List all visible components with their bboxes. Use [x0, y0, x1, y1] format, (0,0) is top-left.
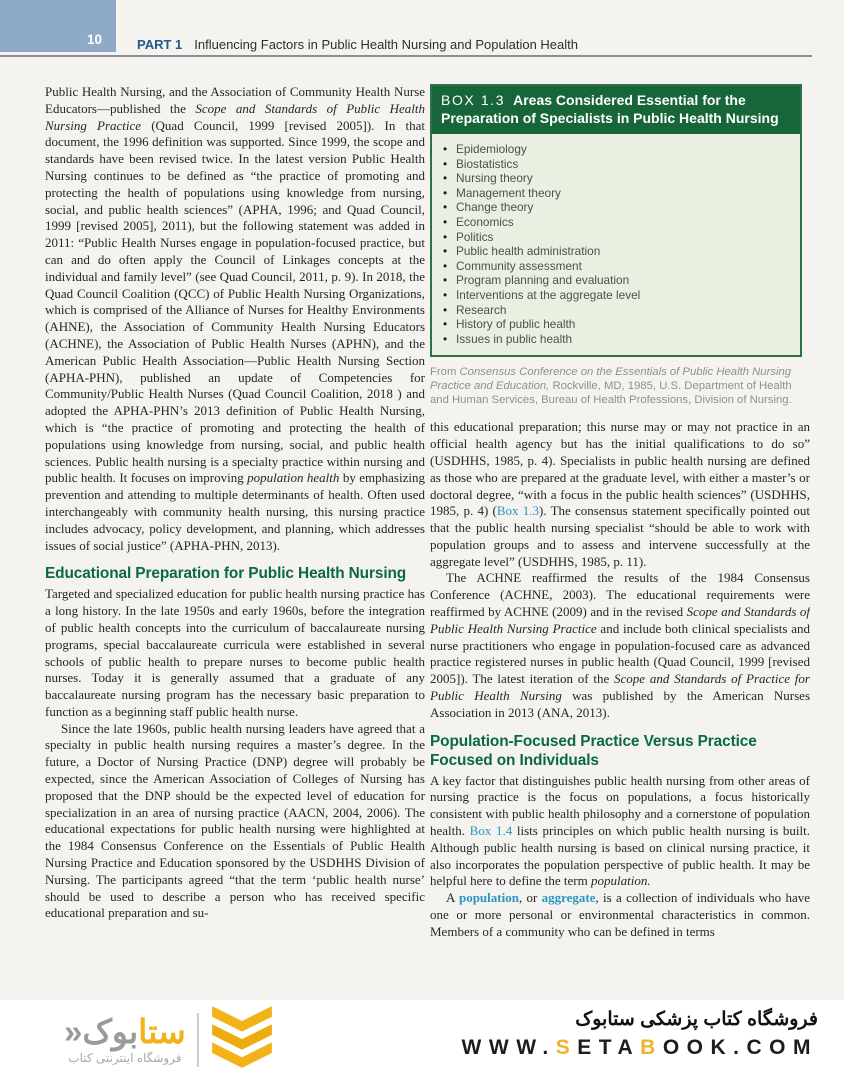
- text-segment: S: [555, 1036, 578, 1059]
- watermark-footer: [0, 1000, 844, 1080]
- logo-subtitle: فروشگاه اینترنتی کتاب: [68, 1051, 182, 1065]
- box-1-3: [430, 84, 802, 357]
- paragraph: [430, 570, 810, 721]
- text-segment: and include both clinical specialists and nurse practitioners who engage in population-focused care as advanced practice registered nurses in public health (Quad Council, 1999 [revised 2005]). The latest iteration of the: [430, 620, 810, 687]
- box-list-item: • Nursing theory: [456, 171, 792, 186]
- text-segment: , or: [518, 890, 542, 906]
- text-segment: population health: [247, 470, 340, 486]
- cross-reference-link[interactable]: aggregate: [541, 890, 596, 906]
- text-segment: B: [640, 1036, 663, 1059]
- header-rule: [0, 55, 812, 57]
- paragraph: [430, 773, 810, 891]
- text-segment: Scope and Standards of Practice for Public Health Nursing: [430, 671, 810, 704]
- page-number: 10: [86, 32, 102, 47]
- text-segment: this educational preparation; this nurse may or may not practice in an official health agency but has the initial qualifications to do so” (USDHHS, 1985, p. 4). Specialists in public health nursing are defined as those who are prepared at the graduate level, with either a master’s or doctoral degree, “with a focus in the public health sciences” (USDHHS, 1985, p. 4) (: [430, 419, 810, 519]
- text-segment: , is a collection of individuals who have one or more personal or environmental characteristics in common. Members of a community who can be defined in terms: [430, 890, 810, 939]
- box-title: Areas Considered Essential for the Preparation of Specialists in Public Health Nursing: [441, 92, 779, 126]
- text-segment: population.: [591, 873, 651, 889]
- text-segment: A: [446, 890, 459, 906]
- text-segment: Scope and Standards of Public Health Nursing Practice: [45, 100, 425, 133]
- box-header: [432, 86, 800, 134]
- text-segment: Rockville, MD, 1985, U.S. Department of Health and Human Services, Bureau of Health Professions, Division of Nursing.: [430, 380, 792, 407]
- right-column: [430, 84, 810, 1000]
- text-segment: Consensus Conference on the Essentials of Public Health Nursing Practice and Education,: [430, 366, 792, 393]
- text-segment: A key factor that distinguishes public health nursing from other areas of nursing practice is the focus on populations, a focus historically consistent with public health philosophy and a cornerstone of population health.: [430, 772, 810, 839]
- cross-reference-link[interactable]: Box 1.3: [496, 503, 539, 519]
- text-segment: The ACHNE reaffirmed the results of the 1984 Consensus Conference (ACHNE, 2003). The educational requirements were reaffirmed by ACHNE (2009) and in the revised: [430, 570, 810, 620]
- box-list-item: • Politics: [456, 230, 792, 245]
- logo-wordmark-block: [64, 1014, 186, 1065]
- text-segment: Scope and Standards of Public Health Nursing Practice: [430, 604, 810, 636]
- paragraph: [45, 84, 425, 554]
- box-list-item: • Public health administration: [456, 244, 792, 259]
- text-segment: ETA: [577, 1036, 641, 1059]
- box-list-item: • Community assessment: [456, 259, 792, 274]
- box-source-caption: [430, 365, 802, 407]
- logo-divider: [197, 1013, 199, 1067]
- footer-right-block: [462, 1007, 818, 1060]
- wordmark-guillemet: «: [64, 1013, 83, 1050]
- box-list-item: • Economics: [456, 215, 792, 230]
- paragraph: Targeted and specialized education for public health nursing practice has a long history. In the late 1950s and early 1960s, before the integration of public health concepts into the curriculum of baccalaureate nursing programs, special baccalaureate curricula were established in several schools of public health to prepare nurses to become public health nurses. Today it is generally assumed that a graduate of any baccalaureate nursing program has the necessary basic preparation to function as a beginning staff public health nurse.: [45, 586, 425, 719]
- wordmark-part-gray: بوک: [82, 1013, 139, 1050]
- paragraph: Since the late 1960s, public health nursing leaders have agreed that a specialty in public health nursing requires a master’s degree. In the future, a Doctor of Nursing Practice (DNP) degree will probably be expected, since the American Association of Colleges of Nursing has proposed that the DNP should be the expected level of education for specialization in an area of nursing practice (AACN, 2004, 2006). The educational expectations for public health nursing were highlighted at the 1984 Consensus Conference on the Essentials of Public Health Nursing Practice and Education sponsored by the USDHHS Division of Nursing. The participants agreed “that the term ‘public health nurse’ should be used to describe a person who has received specific educational preparation and su-: [45, 720, 425, 921]
- left-column: [45, 84, 425, 1000]
- part-title: Influencing Factors in Public Health Nursing and Population Health: [194, 37, 578, 52]
- section-heading-population-focused: Population-Focused Practice Versus Practice Focused on Individuals: [430, 732, 757, 769]
- paragraph: [430, 419, 810, 570]
- paragraph: [430, 890, 810, 940]
- box-list-item: • Epidemiology: [456, 142, 792, 157]
- text-segment: Public Health Nursing, and the Association of Community Health Nurse Educators—published the: [45, 84, 425, 116]
- section-heading-educational-preparation: Educational Preparation for Public Health Nursing: [45, 565, 407, 583]
- logo-wordmark: [64, 1014, 186, 1050]
- box-list-item: • Biostatistics: [456, 157, 792, 172]
- box-list: [432, 134, 800, 355]
- store-name-persian: فروشگاه کتاب پزشکی ستابوک: [575, 1009, 818, 1030]
- box-list-item: • History of public health: [456, 317, 792, 332]
- setabook-logo: [64, 1006, 274, 1073]
- page-number-block: [0, 0, 116, 52]
- box-list-item: • Change theory: [456, 200, 792, 215]
- chevron-emblem-icon: [210, 1006, 274, 1073]
- text-segment: WWW.: [461, 1036, 556, 1059]
- box-list-item: • Program planning and evaluation: [456, 273, 792, 288]
- box-list-item: • Interventions at the aggregate level: [456, 288, 792, 303]
- text-segment: (Quad Council, 1999 [revised 2005]). In that document, the 1996 definition was supported. Since 1999, the scope and standards have been revised twice. In the latest version Public Health Nursing continues to be defined as “the practice of promoting and protecting the health of populations using knowledge from nursing, social, and public health sciences” (APHA, 1996; and Quad Council, 1999 [revised 2005], 2011), but the following statement was added in 2011: “Public Health Nurses engage in population-focused practice, but can and do often apply the Council of Linkages concepts at the individual and family level” (see Quad Council, 2011, p. 9). In 2018, the Quad Council Coalition (QCC) of Public Health Nursing Organizations, which is comprised of the Alliance of Nurses for Healthy Environments (AHNE), the Association of Community Health Nursing Educators (ACHNE), the Association of Public Health Nurses (APHN), and the American Public Health Association—Public Health Nursing Section (APHA-PHN), published an update of Competencies for Community/Public Health Nurses (Quad Council Coalition, 2018 ) and adopted the APHA-PHN’s 2013 definition of Public Health Nursing, which is “the practice of promoting and protecting the health of populations using knowledge from nursing, social, and public health sciences. Public health nursing is a specialty practice within nursing and public health. It focuses on improving: [45, 117, 425, 486]
- box-list-item: • Management theory: [456, 186, 792, 201]
- text-segment: by emphasizing prevention and attending to multiple determinants of health. Often used interchangeably with community health nursing, this nursing practice includes advocacy, policy development, and planning, which addresses issues of social justice” (APHA-PHN, 2013).: [45, 470, 425, 553]
- box-list-item: • Issues in public health: [456, 332, 792, 347]
- site-url: [462, 1036, 818, 1060]
- box-list-item: • Research: [456, 303, 792, 318]
- text-segment: lists principles on which public health nursing is built. Although public health nursing is based on clinical nursing practice, it also incorporates the population perspective of public health. It may be helpful here to define the term: [430, 823, 810, 889]
- part-label: PART 1: [137, 37, 183, 52]
- cross-reference-link[interactable]: population: [458, 890, 519, 906]
- text-segment: From: [430, 366, 460, 379]
- page-body: [45, 84, 810, 1000]
- cross-reference-link[interactable]: Box 1.4: [469, 823, 513, 839]
- wordmark-part-yellow: ستا: [138, 1013, 186, 1050]
- text-segment: OOK.COM: [662, 1036, 818, 1059]
- box-label: BOX 1.3: [441, 92, 506, 108]
- text-segment: ). The consensus statement specifically pointed out that the public health nursing specialist “should be able to work with population groups and to assess and intervene successfully at the aggregate level” (USDHHS, 1985, p. 11).: [430, 503, 810, 569]
- running-header: [137, 37, 578, 52]
- text-segment: was published by the American Nurses Association in 2013 (ANA, 2013).: [430, 688, 810, 720]
